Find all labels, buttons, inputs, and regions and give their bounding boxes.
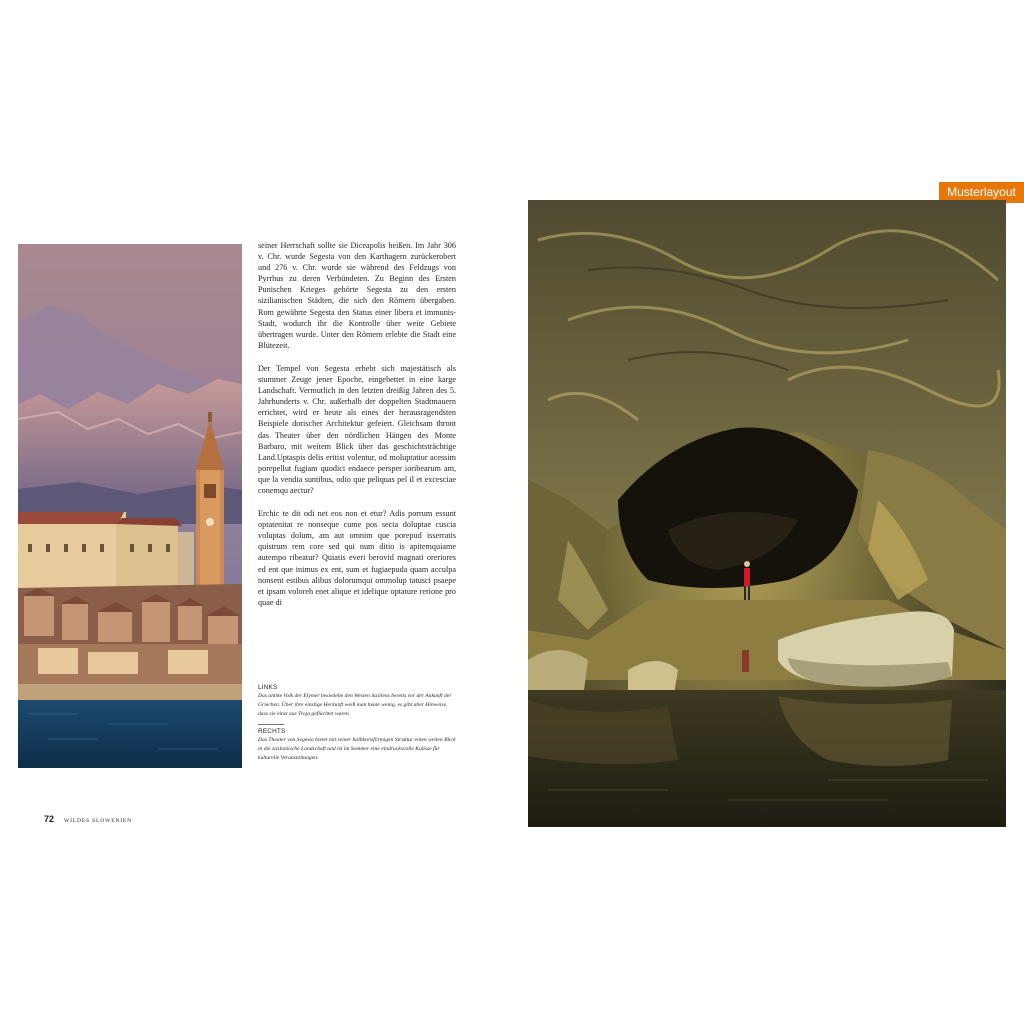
body-text-column	[258, 240, 456, 608]
caption-heading-right: RECHTS	[258, 727, 286, 735]
running-title: WILDES SLOWENIEN	[64, 818, 132, 824]
page-number: 72	[44, 814, 55, 824]
coastal-town-photo	[18, 244, 242, 768]
caption-text-left: Das antike Volk der Elymer besiedelte den Westen Siziliens bereits vor der Ankunft der Griechen. Über ihre einstige Herkunft weiß man heute wenig, es gibt aber Hinweise, dass sie einst aus Troja geflüchtet waren.	[258, 693, 452, 718]
caption-text-right: Das Theater von Segesta bietet mit seiner halbkreisförmigen Struktur einen weiten Blick in die sizilianische Landschaft und ist im Sommer eine eindrucksvolle Kulisse für kulturelle Veranstaltungen.	[258, 736, 456, 762]
cave-photo	[528, 200, 1006, 827]
caption-heading-left: LINKS	[258, 684, 278, 691]
caption-divider	[258, 724, 284, 725]
sample-layout-badge: Musterlayout	[939, 182, 1024, 203]
body-paragraph: seiner Herrschaft sollte sie Diceapolis heißen. Im Jahr 306 v. Chr. wurde Segesta von den Karthagern zurückerobert und 276 v. Chr. wurde sie während des Feldzugs von Pyrrhus zu deren Verbündeten. Zu Beginn des Ersten Punischen Krieges gehörte Segesta zu den ersten sizilianischen Städten, die sich den Römern übergaben. Rom gewährte Segesta den Status einer libera et immunis-Stadt, wodurch ihr die Kontrolle über weite Gebiete übertragen wurde. Unter den Römern erlebte die Stadt eine Blütezeit.	[258, 241, 456, 350]
page-folio	[44, 809, 132, 827]
body-paragraph: Der Tempel von Segesta erhebt sich majestätisch als stummer Zeuge jener Epoche, eingebettet in eine karge Landschaft. Vermutlich in den letzten dreißig Jahren des 5. Jahrhunderts v. Chr. außerhalb der doppelten Stadtmauern errichtet, wird er heute als eines der herausragendsten Beispiele dorischer Architektur gefeiert. Gleichsam thront das Theater über den nördlichen Hängen des Monte Barbaro, mit weitem Blick über das geschichtsträchtige Land.Uptaspis delis eritist volentur, od moluptatiur acessim porepellut fugiam quodici endaece persper ioribearum am, que la vendia suntibus, odio que peliquas pel il et excesciae conemqu aectur?	[258, 363, 456, 495]
photo-captions	[258, 684, 456, 763]
body-paragraph: Erchic te dit odi net eos non et etur? Adis porrum essunt optatenitat re nonseque cume pos secta doluptae cuscia voluptas dolum, am aut omnim que porepud isserratis quistrum rem core sed qui num ditio is apitemquiame autempo ribeatur? Quiatis everi berovid magnati oreriores ed ent que inimus ex ent, sum et fugiaepuda quam acculpa nonsent estibus alibus dolorumqui ommolup tatusci psaepe et ipsam voloreh enet alique et idelique optature rerione pro quae di	[258, 509, 456, 607]
